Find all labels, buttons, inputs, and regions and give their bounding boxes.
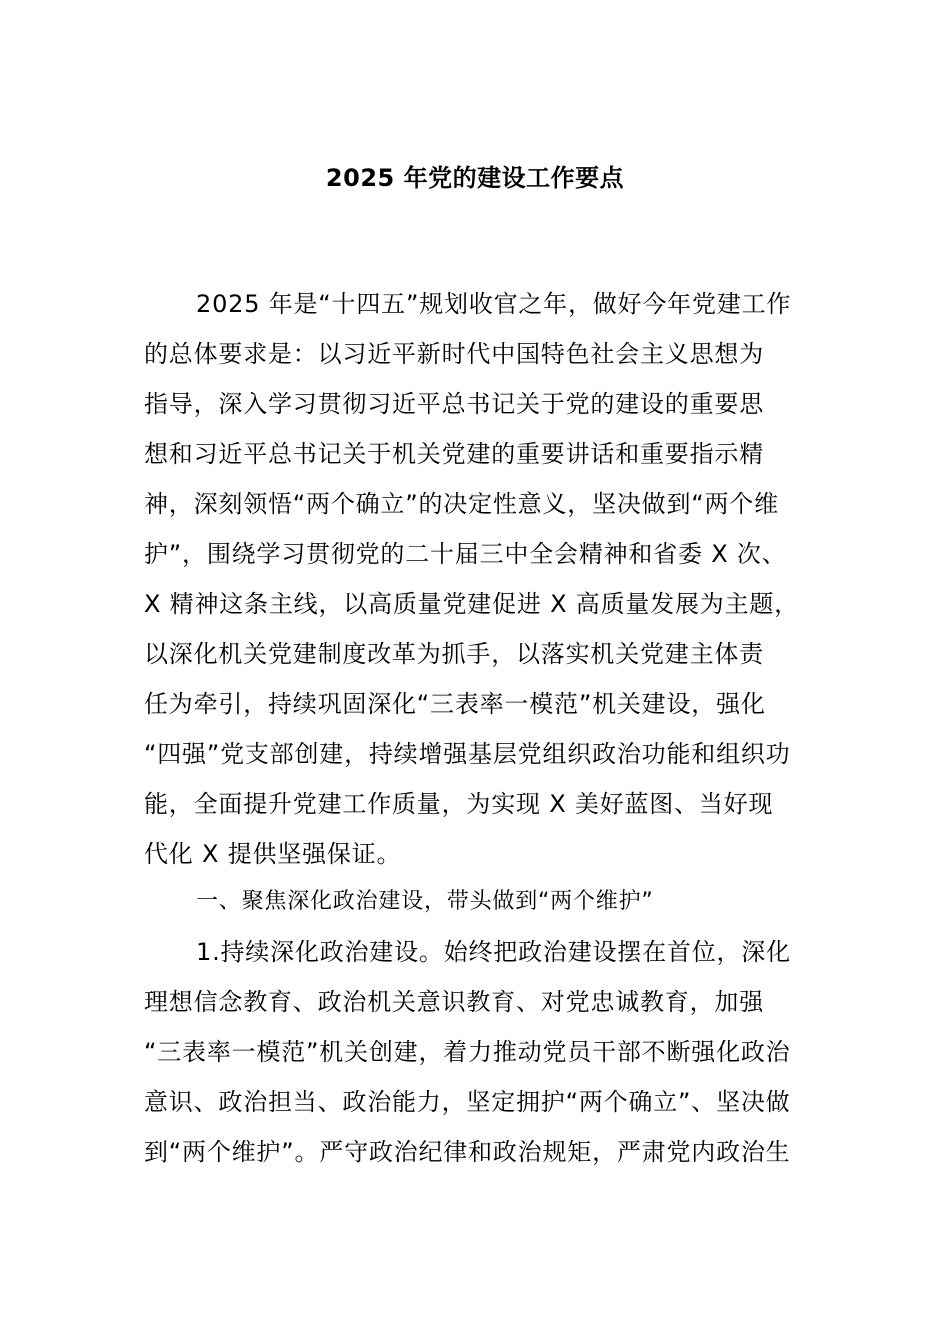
paragraph-line: 神，深刻领悟“两个确立”的决定性意义，坚决做到“两个维 [144, 490, 779, 518]
paragraph-line: 到“两个维护”。严守政治纪律和政治规矩，严肃党内政治生 [144, 1138, 791, 1166]
paragraph-line: “三表率一模范”机关创建，着力推动党员干部不断强化政治 [144, 1038, 791, 1066]
paragraph-line: 1.持续深化政治建设。始终把政治建设摆在首位，深化 [196, 938, 791, 966]
paragraph-line: 指导，深入学习贯彻习近平总书记关于党的建设的重要思 [144, 390, 764, 418]
paragraph-line: 意识、政治担当、政治能力，坚定拥护“两个确立”、坚决做 [144, 1088, 791, 1116]
paragraph-line: 护”，围绕学习贯彻党的二十届三中全会精神和省委 X 次、 [144, 540, 787, 568]
paragraph-line: 想和习近平总书记关于机关党建的重要讲话和重要指示精 [144, 440, 764, 468]
document-title: 2025 年党的建设工作要点 [325, 164, 625, 192]
section-heading: 一、聚焦深化政治建设，带头做到“两个维护” [196, 889, 654, 914]
paragraph-line: 任为牵引，持续巩固深化“三表率一模范”机关建设，强化 [144, 690, 766, 718]
paragraph-line: 能，全面提升党建工作质量，为实现 X 美好蓝图、当好现 [144, 790, 774, 818]
paragraph-line: X 精神这条主线，以高质量党建促进 X 高质量发展为主题， [144, 590, 799, 618]
paragraph-line: 理想信念教育、政治机关意识教育、对党忠诚教育，加强 [144, 988, 764, 1016]
paragraph-line: 代化 X 提供坚强保证。 [144, 840, 402, 868]
paragraph-line: 2025 年是“十四五”规划收官之年，做好今年党建工作 [196, 290, 792, 318]
paragraph-line: “四强”党支部创建，持续增强基层党组织政治功能和组织功 [144, 740, 791, 768]
paragraph-line: 的总体要求是：以习近平新时代中国特色社会主义思想为 [144, 340, 764, 368]
paragraph-line: 以深化机关党建制度改革为抓手，以落实机关党建主体责 [144, 640, 764, 668]
